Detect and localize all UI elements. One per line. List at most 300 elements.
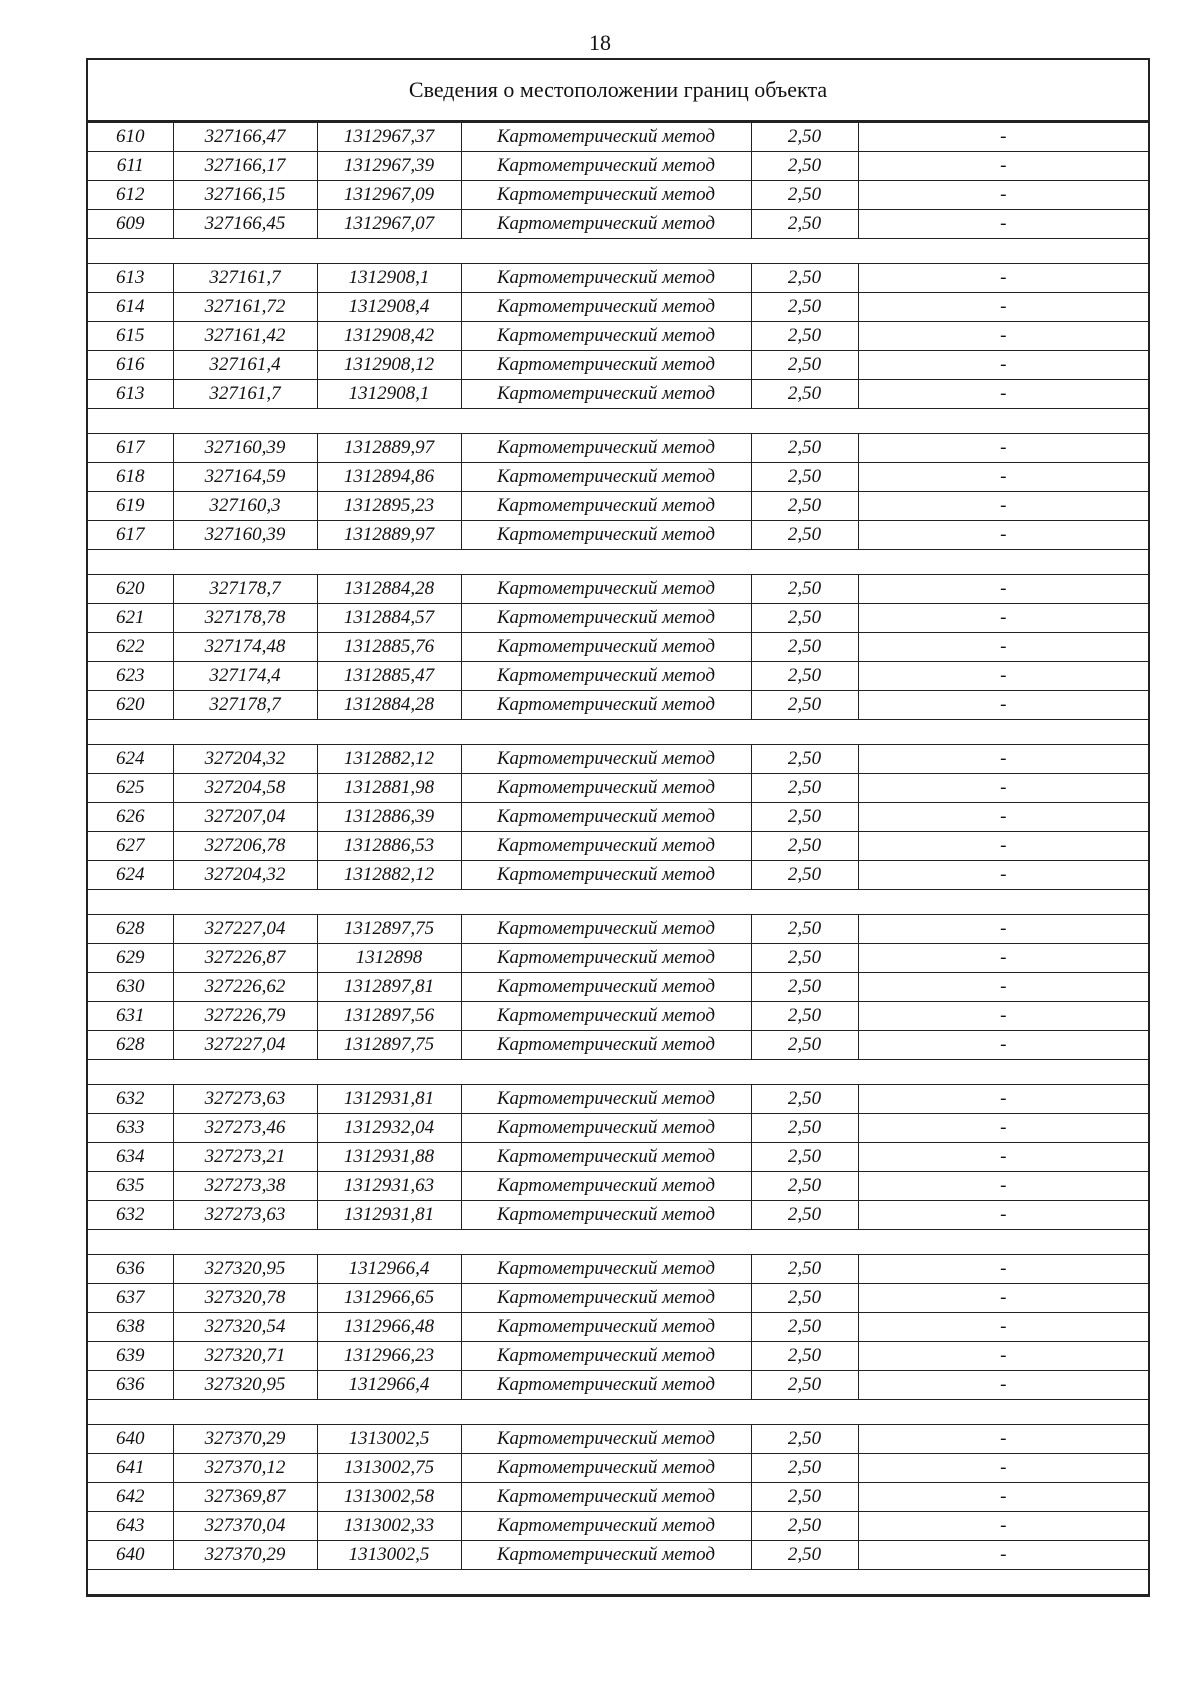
method-cell: Картометрический метод — [461, 691, 751, 720]
point-number-cell: 626 — [88, 803, 173, 832]
x-coordinate-cell: 327370,29 — [173, 1541, 317, 1570]
method-cell: Картометрический метод — [461, 832, 751, 861]
y-coordinate-cell: 1312931,81 — [317, 1085, 461, 1114]
y-coordinate-cell: 1313002,58 — [317, 1483, 461, 1512]
method-cell: Картометрический метод — [461, 662, 751, 691]
point-number-cell: 639 — [88, 1342, 173, 1371]
point-number-cell: 641 — [88, 1454, 173, 1483]
accuracy-cell: 2,50 — [751, 521, 858, 550]
accuracy-cell: 2,50 — [751, 1371, 858, 1400]
accuracy-cell: 2,50 — [751, 1512, 858, 1541]
point-number-cell: 628 — [88, 1031, 173, 1060]
x-coordinate-cell: 327178,7 — [173, 691, 317, 720]
method-cell: Картометрический метод — [461, 944, 751, 973]
accuracy-cell: 2,50 — [751, 293, 858, 322]
x-coordinate-cell: 327166,47 — [173, 123, 317, 152]
point-number-cell: 616 — [88, 351, 173, 380]
table-row — [88, 380, 1148, 409]
y-coordinate-cell: 1312966,4 — [317, 1371, 461, 1400]
table-row — [88, 832, 1148, 861]
accuracy-cell: 2,50 — [751, 434, 858, 463]
description-cell: - — [858, 1371, 1148, 1400]
table-row — [88, 662, 1148, 691]
x-coordinate-cell: 327174,48 — [173, 633, 317, 662]
description-cell: - — [858, 152, 1148, 181]
group-separator-row — [88, 890, 1148, 915]
method-cell: Картометрический метод — [461, 575, 751, 604]
table-row — [88, 1483, 1148, 1512]
accuracy-cell: 2,50 — [751, 774, 858, 803]
table-row — [88, 463, 1148, 492]
x-coordinate-cell: 327227,04 — [173, 1031, 317, 1060]
x-coordinate-cell: 327207,04 — [173, 803, 317, 832]
method-cell: Картометрический метод — [461, 434, 751, 463]
point-number-cell: 638 — [88, 1313, 173, 1342]
x-coordinate-cell: 327273,63 — [173, 1201, 317, 1230]
y-coordinate-cell: 1312897,56 — [317, 1002, 461, 1031]
y-coordinate-cell: 1312886,39 — [317, 803, 461, 832]
y-coordinate-cell: 1312894,86 — [317, 463, 461, 492]
group-separator-cell — [88, 550, 1148, 575]
point-number-cell: 632 — [88, 1201, 173, 1230]
x-coordinate-cell: 327226,87 — [173, 944, 317, 973]
accuracy-cell: 2,50 — [751, 1284, 858, 1313]
table-row — [88, 633, 1148, 662]
accuracy-cell: 2,50 — [751, 1143, 858, 1172]
y-coordinate-cell: 1312881,98 — [317, 774, 461, 803]
y-coordinate-cell: 1312897,75 — [317, 915, 461, 944]
method-cell: Картометрический метод — [461, 1085, 751, 1114]
x-coordinate-cell: 327161,7 — [173, 380, 317, 409]
method-cell: Картометрический метод — [461, 1255, 751, 1284]
x-coordinate-cell: 327166,45 — [173, 210, 317, 239]
accuracy-cell: 2,50 — [751, 1031, 858, 1060]
accuracy-cell: 2,50 — [751, 915, 858, 944]
y-coordinate-cell: 1312882,12 — [317, 745, 461, 774]
boundary-table-sheet — [86, 58, 1150, 1597]
table-row — [88, 1541, 1148, 1570]
x-coordinate-cell: 327161,7 — [173, 264, 317, 293]
point-number-cell: 615 — [88, 322, 173, 351]
point-number-cell: 621 — [88, 604, 173, 633]
table-row — [88, 1371, 1148, 1400]
table-row — [88, 1284, 1148, 1313]
description-cell: - — [858, 1425, 1148, 1454]
description-cell: - — [858, 351, 1148, 380]
description-cell: - — [858, 1454, 1148, 1483]
y-coordinate-cell: 1312898 — [317, 944, 461, 973]
y-coordinate-cell: 1312897,81 — [317, 973, 461, 1002]
table-row — [88, 123, 1148, 152]
accuracy-cell: 2,50 — [751, 1313, 858, 1342]
table-row — [88, 264, 1148, 293]
x-coordinate-cell: 327273,46 — [173, 1114, 317, 1143]
y-coordinate-cell: 1312931,88 — [317, 1143, 461, 1172]
x-coordinate-cell: 327160,39 — [173, 521, 317, 550]
accuracy-cell: 2,50 — [751, 322, 858, 351]
group-separator-row — [88, 550, 1148, 575]
point-number-cell: 613 — [88, 380, 173, 409]
description-cell: - — [858, 293, 1148, 322]
description-cell: - — [858, 662, 1148, 691]
accuracy-cell: 2,50 — [751, 492, 858, 521]
group-separator-cell — [88, 1230, 1148, 1255]
accuracy-cell: 2,50 — [751, 604, 858, 633]
accuracy-cell: 2,50 — [751, 861, 858, 890]
y-coordinate-cell: 1312967,09 — [317, 181, 461, 210]
point-number-cell: 630 — [88, 973, 173, 1002]
point-number-cell: 611 — [88, 152, 173, 181]
table-row — [88, 745, 1148, 774]
accuracy-cell: 2,50 — [751, 973, 858, 1002]
method-cell: Картометрический метод — [461, 1201, 751, 1230]
description-cell: - — [858, 803, 1148, 832]
accuracy-cell: 2,50 — [751, 691, 858, 720]
point-number-cell: 643 — [88, 1512, 173, 1541]
table-row — [88, 181, 1148, 210]
table-row — [88, 944, 1148, 973]
y-coordinate-cell: 1312884,28 — [317, 691, 461, 720]
y-coordinate-cell: 1312884,57 — [317, 604, 461, 633]
y-coordinate-cell: 1312932,04 — [317, 1114, 461, 1143]
description-cell: - — [858, 264, 1148, 293]
group-separator-row — [88, 1230, 1148, 1255]
table-row — [88, 604, 1148, 633]
method-cell: Картометрический метод — [461, 322, 751, 351]
description-cell: - — [858, 434, 1148, 463]
x-coordinate-cell: 327370,29 — [173, 1425, 317, 1454]
method-cell: Картометрический метод — [461, 1342, 751, 1371]
y-coordinate-cell: 1312908,1 — [317, 264, 461, 293]
method-cell: Картометрический метод — [461, 1313, 751, 1342]
method-cell: Картометрический метод — [461, 803, 751, 832]
method-cell: Картометрический метод — [461, 1143, 751, 1172]
group-separator-row — [88, 239, 1148, 264]
description-cell: - — [858, 1085, 1148, 1114]
description-cell: - — [858, 1313, 1148, 1342]
y-coordinate-cell: 1312908,12 — [317, 351, 461, 380]
x-coordinate-cell: 327166,15 — [173, 181, 317, 210]
point-number-cell: 633 — [88, 1114, 173, 1143]
x-coordinate-cell: 327174,4 — [173, 662, 317, 691]
description-cell: - — [858, 322, 1148, 351]
description-cell: - — [858, 492, 1148, 521]
table-row — [88, 1342, 1148, 1371]
method-cell: Картометрический метод — [461, 210, 751, 239]
point-number-cell: 612 — [88, 181, 173, 210]
method-cell: Картометрический метод — [461, 915, 751, 944]
y-coordinate-cell: 1312931,81 — [317, 1201, 461, 1230]
method-cell: Картометрический метод — [461, 861, 751, 890]
y-coordinate-cell: 1312895,23 — [317, 492, 461, 521]
accuracy-cell: 2,50 — [751, 181, 858, 210]
description-cell: - — [858, 1031, 1148, 1060]
point-number-cell: 625 — [88, 774, 173, 803]
accuracy-cell: 2,50 — [751, 152, 858, 181]
x-coordinate-cell: 327178,78 — [173, 604, 317, 633]
y-coordinate-cell: 1312966,65 — [317, 1284, 461, 1313]
accuracy-cell: 2,50 — [751, 463, 858, 492]
description-cell: - — [858, 944, 1148, 973]
method-cell: Картометрический метод — [461, 1031, 751, 1060]
table-row — [88, 1172, 1148, 1201]
x-coordinate-cell: 327161,42 — [173, 322, 317, 351]
x-coordinate-cell: 327320,54 — [173, 1313, 317, 1342]
point-number-cell: 620 — [88, 691, 173, 720]
table-row — [88, 1201, 1148, 1230]
y-coordinate-cell: 1312889,97 — [317, 521, 461, 550]
x-coordinate-cell: 327166,17 — [173, 152, 317, 181]
point-number-cell: 613 — [88, 264, 173, 293]
x-coordinate-cell: 327204,32 — [173, 861, 317, 890]
description-cell: - — [858, 1114, 1148, 1143]
point-number-cell: 614 — [88, 293, 173, 322]
group-separator-row — [88, 1400, 1148, 1425]
x-coordinate-cell: 327178,7 — [173, 575, 317, 604]
accuracy-cell: 2,50 — [751, 1342, 858, 1371]
x-coordinate-cell: 327160,3 — [173, 492, 317, 521]
description-cell: - — [858, 380, 1148, 409]
description-cell: - — [858, 1342, 1148, 1371]
method-cell: Картометрический метод — [461, 1512, 751, 1541]
point-number-cell: 624 — [88, 861, 173, 890]
x-coordinate-cell: 327320,71 — [173, 1342, 317, 1371]
x-coordinate-cell: 327370,04 — [173, 1512, 317, 1541]
table-row — [88, 915, 1148, 944]
page-number: 18 — [589, 30, 611, 55]
group-separator-cell — [88, 1400, 1148, 1425]
point-number-cell: 628 — [88, 915, 173, 944]
group-separator-row — [88, 409, 1148, 434]
table-row — [88, 1255, 1148, 1284]
point-number-cell: 623 — [88, 662, 173, 691]
point-number-cell: 620 — [88, 575, 173, 604]
accuracy-cell: 2,50 — [751, 1085, 858, 1114]
point-number-cell: 632 — [88, 1085, 173, 1114]
accuracy-cell: 2,50 — [751, 1425, 858, 1454]
description-cell: - — [858, 210, 1148, 239]
table-row — [88, 1512, 1148, 1541]
x-coordinate-cell: 327320,95 — [173, 1255, 317, 1284]
method-cell: Картометрический метод — [461, 463, 751, 492]
accuracy-cell: 2,50 — [751, 662, 858, 691]
table-row — [88, 521, 1148, 550]
y-coordinate-cell: 1313002,5 — [317, 1425, 461, 1454]
method-cell: Картометрический метод — [461, 264, 751, 293]
point-number-cell: 609 — [88, 210, 173, 239]
accuracy-cell: 2,50 — [751, 745, 858, 774]
group-separator-row — [88, 1570, 1148, 1595]
point-number-cell: 635 — [88, 1172, 173, 1201]
point-number-cell: 634 — [88, 1143, 173, 1172]
accuracy-cell: 2,50 — [751, 1114, 858, 1143]
description-cell: - — [858, 1143, 1148, 1172]
point-number-cell: 618 — [88, 463, 173, 492]
y-coordinate-cell: 1312908,1 — [317, 380, 461, 409]
method-cell: Картометрический метод — [461, 1483, 751, 1512]
description-cell: - — [858, 463, 1148, 492]
point-number-cell: 610 — [88, 123, 173, 152]
y-coordinate-cell: 1312889,97 — [317, 434, 461, 463]
coordinates-table-body — [88, 123, 1148, 1595]
x-coordinate-cell: 327164,59 — [173, 463, 317, 492]
description-cell: - — [858, 1284, 1148, 1313]
accuracy-cell: 2,50 — [751, 832, 858, 861]
y-coordinate-cell: 1312966,4 — [317, 1255, 461, 1284]
point-number-cell: 622 — [88, 633, 173, 662]
table-row — [88, 351, 1148, 380]
x-coordinate-cell: 327226,79 — [173, 1002, 317, 1031]
x-coordinate-cell: 327273,21 — [173, 1143, 317, 1172]
group-separator-cell — [88, 239, 1148, 264]
accuracy-cell: 2,50 — [751, 1454, 858, 1483]
y-coordinate-cell: 1312884,28 — [317, 575, 461, 604]
accuracy-cell: 2,50 — [751, 210, 858, 239]
description-cell: - — [858, 1201, 1148, 1230]
method-cell: Картометрический метод — [461, 1284, 751, 1313]
table-row — [88, 1143, 1148, 1172]
method-cell: Картометрический метод — [461, 604, 751, 633]
group-separator-cell — [88, 1060, 1148, 1085]
group-separator-cell — [88, 409, 1148, 434]
method-cell: Картометрический метод — [461, 633, 751, 662]
point-number-cell: 617 — [88, 434, 173, 463]
table-row — [88, 322, 1148, 351]
y-coordinate-cell: 1313002,5 — [317, 1541, 461, 1570]
accuracy-cell: 2,50 — [751, 1002, 858, 1031]
x-coordinate-cell: 327320,78 — [173, 1284, 317, 1313]
description-cell: - — [858, 832, 1148, 861]
table-row — [88, 774, 1148, 803]
y-coordinate-cell: 1312967,07 — [317, 210, 461, 239]
point-number-cell: 640 — [88, 1425, 173, 1454]
coordinates-table — [88, 122, 1148, 1595]
y-coordinate-cell: 1312967,39 — [317, 152, 461, 181]
table-row — [88, 152, 1148, 181]
accuracy-cell: 2,50 — [751, 575, 858, 604]
x-coordinate-cell: 327206,78 — [173, 832, 317, 861]
y-coordinate-cell: 1312966,48 — [317, 1313, 461, 1342]
description-cell: - — [858, 604, 1148, 633]
description-cell: - — [858, 861, 1148, 890]
accuracy-cell: 2,50 — [751, 944, 858, 973]
point-number-cell: 629 — [88, 944, 173, 973]
y-coordinate-cell: 1312966,23 — [317, 1342, 461, 1371]
method-cell: Картометрический метод — [461, 521, 751, 550]
x-coordinate-cell: 327370,12 — [173, 1454, 317, 1483]
method-cell: Картометрический метод — [461, 123, 751, 152]
x-coordinate-cell: 327226,62 — [173, 973, 317, 1002]
table-row — [88, 861, 1148, 890]
description-cell: - — [858, 915, 1148, 944]
description-cell: - — [858, 181, 1148, 210]
method-cell: Картометрический метод — [461, 351, 751, 380]
x-coordinate-cell: 327161,72 — [173, 293, 317, 322]
description-cell: - — [858, 575, 1148, 604]
x-coordinate-cell: 327204,32 — [173, 745, 317, 774]
description-cell: - — [858, 1002, 1148, 1031]
description-cell: - — [858, 1172, 1148, 1201]
point-number-cell: 642 — [88, 1483, 173, 1512]
method-cell: Картометрический метод — [461, 1371, 751, 1400]
table-row — [88, 1031, 1148, 1060]
method-cell: Картометрический метод — [461, 1002, 751, 1031]
accuracy-cell: 2,50 — [751, 803, 858, 832]
method-cell: Картометрический метод — [461, 1425, 751, 1454]
y-coordinate-cell: 1312886,53 — [317, 832, 461, 861]
accuracy-cell: 2,50 — [751, 123, 858, 152]
method-cell: Картометрический метод — [461, 1172, 751, 1201]
group-separator-cell — [88, 890, 1148, 915]
table-row — [88, 1454, 1148, 1483]
group-separator-cell — [88, 1570, 1148, 1595]
description-cell: - — [858, 973, 1148, 1002]
table-row — [88, 492, 1148, 521]
x-coordinate-cell: 327320,95 — [173, 1371, 317, 1400]
description-cell: - — [858, 774, 1148, 803]
description-cell: - — [858, 521, 1148, 550]
description-cell: - — [858, 1512, 1148, 1541]
y-coordinate-cell: 1312908,42 — [317, 322, 461, 351]
x-coordinate-cell: 327161,4 — [173, 351, 317, 380]
x-coordinate-cell: 327273,63 — [173, 1085, 317, 1114]
group-separator-row — [88, 1060, 1148, 1085]
description-cell: - — [858, 1483, 1148, 1512]
table-row — [88, 1002, 1148, 1031]
method-cell: Картометрический метод — [461, 774, 751, 803]
description-cell: - — [858, 1541, 1148, 1570]
method-cell: Картометрический метод — [461, 293, 751, 322]
point-number-cell: 627 — [88, 832, 173, 861]
description-cell: - — [858, 1255, 1148, 1284]
point-number-cell: 617 — [88, 521, 173, 550]
y-coordinate-cell: 1312885,76 — [317, 633, 461, 662]
group-separator-cell — [88, 720, 1148, 745]
table-row — [88, 1085, 1148, 1114]
accuracy-cell: 2,50 — [751, 1201, 858, 1230]
point-number-cell: 619 — [88, 492, 173, 521]
table-row — [88, 973, 1148, 1002]
method-cell: Картометрический метод — [461, 380, 751, 409]
table-row — [88, 803, 1148, 832]
table-row — [88, 1114, 1148, 1143]
accuracy-cell: 2,50 — [751, 380, 858, 409]
y-coordinate-cell: 1312885,47 — [317, 662, 461, 691]
point-number-cell: 624 — [88, 745, 173, 774]
y-coordinate-cell: 1312931,63 — [317, 1172, 461, 1201]
x-coordinate-cell: 327160,39 — [173, 434, 317, 463]
point-number-cell: 636 — [88, 1371, 173, 1400]
table-row — [88, 1313, 1148, 1342]
accuracy-cell: 2,50 — [751, 1541, 858, 1570]
table-row — [88, 575, 1148, 604]
x-coordinate-cell: 327227,04 — [173, 915, 317, 944]
table-row — [88, 1425, 1148, 1454]
description-cell: - — [858, 633, 1148, 662]
description-cell: - — [858, 691, 1148, 720]
point-number-cell: 637 — [88, 1284, 173, 1313]
y-coordinate-cell: 1313002,75 — [317, 1454, 461, 1483]
y-coordinate-cell: 1312897,75 — [317, 1031, 461, 1060]
description-cell: - — [858, 123, 1148, 152]
table-row — [88, 293, 1148, 322]
method-cell: Картометрический метод — [461, 1454, 751, 1483]
table-row — [88, 210, 1148, 239]
method-cell: Картометрический метод — [461, 492, 751, 521]
method-cell: Картометрический метод — [461, 152, 751, 181]
accuracy-cell: 2,50 — [751, 351, 858, 380]
accuracy-cell: 2,50 — [751, 1255, 858, 1284]
